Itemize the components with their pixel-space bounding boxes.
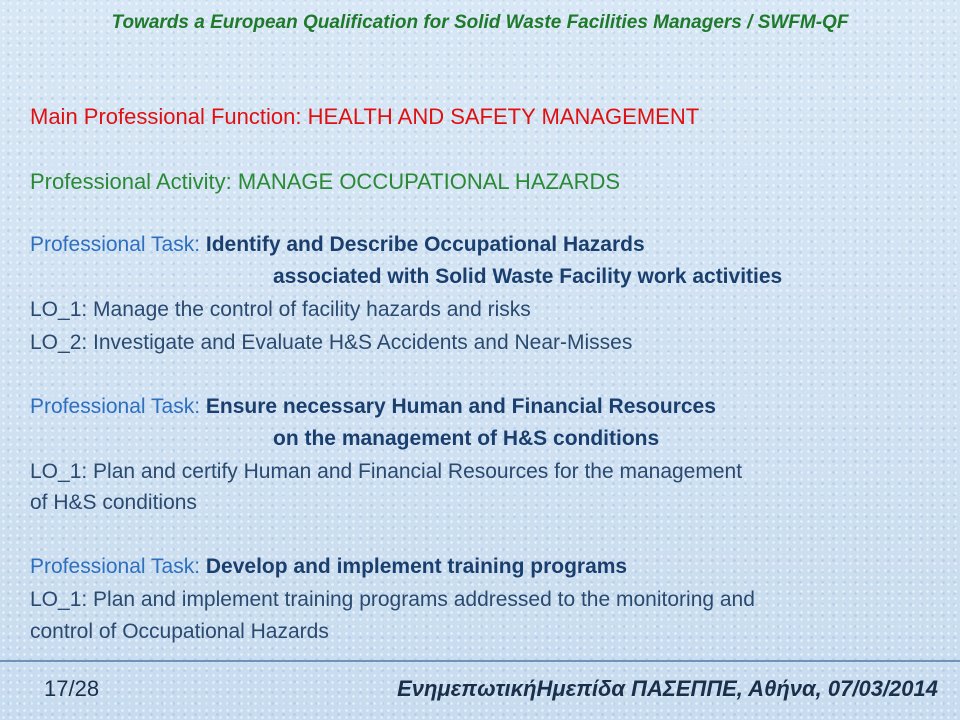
task-1-name: Identify and Describe Occupational Hazards: [205, 233, 645, 256]
task-2-label: Professional Task:: [30, 395, 201, 418]
task-2-name: Ensure necessary Human and Financial Resources: [205, 395, 716, 418]
page-number: 17/28: [44, 676, 100, 701]
task-1-title: [30, 233, 645, 257]
task-2-title: [30, 395, 716, 419]
slide-header-title: Towards a European Qualification for Solid Waste Facilities Managers / SWFM-QF: [111, 12, 849, 33]
task-1-name-continued: associated with Solid Waste Facility work activities: [273, 265, 783, 288]
task-3-name: Develop and implement training programs: [205, 555, 628, 578]
task-1-outcome-2: LO_2: Investigate and Evaluate H&S Accidents and Near-Misses: [30, 331, 633, 354]
professional-activity: Professional Activity: MANAGE OCCUPATIONAL HAZARDS: [30, 169, 621, 194]
footer-divider: [0, 660, 960, 662]
task-3-label: Professional Task:: [30, 555, 201, 578]
task-3-title: [30, 555, 627, 579]
task-3-outcome-1-continued: control of Occupational Hazards: [30, 620, 329, 643]
footer-event-info: ΕνημεπωτικήΗμεπίδα ΠΑΣΕΠΠΕ, Αθήνα, 07/03/2014: [397, 676, 938, 701]
task-3-outcome-1: LO_1: Plan and implement training programs addressed to the monitoring and: [30, 588, 755, 611]
task-2-name-continued: on the management of H&S conditions: [273, 427, 660, 450]
task-2-outcome-1-continued: of H&S conditions: [30, 491, 197, 514]
task-1-outcome-1: LO_1: Manage the control of facility hazards and risks: [30, 298, 531, 321]
task-2-outcome-1: LO_1: Plan and certify Human and Financial Resources for the management: [30, 460, 743, 483]
main-professional-function: Main Professional Function: HEALTH AND SAFETY MANAGEMENT: [30, 104, 700, 129]
task-1-label: Professional Task:: [30, 233, 201, 256]
